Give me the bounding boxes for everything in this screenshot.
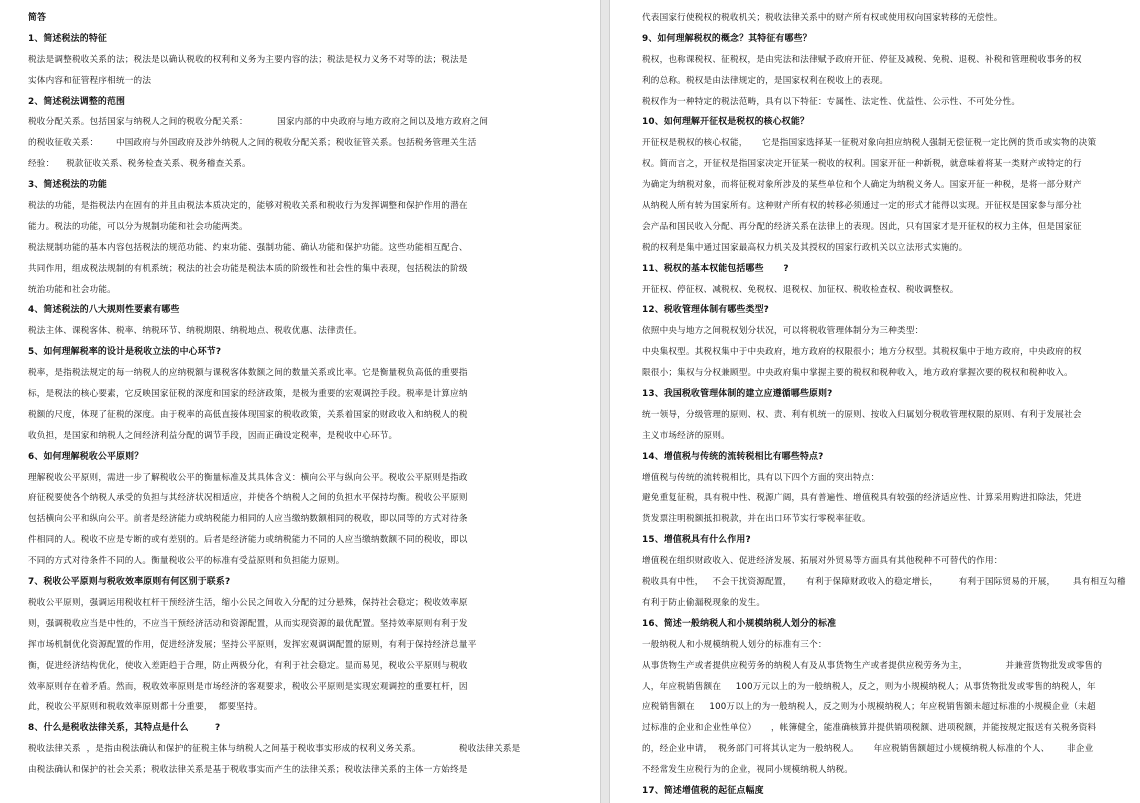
- text-line: 有利于防止偷漏税现象的发生。: [642, 597, 766, 608]
- text-line: 增值税与传统的流转税相比，具有以下四个方面的突出特点：: [642, 472, 880, 483]
- text-line: 增值税在组织财政收入、促进经济发展、拓展对外贸易等方面具有其他税种不可替代的作用：: [642, 556, 1003, 567]
- section-heading: 5、如何理解税率的设计是税收立法的中心环节?: [28, 347, 222, 358]
- text-line: 会产品和国民收入分配、再分配的经济关系在法律上的表现。因此，只有国家才是开征权的权力主体，但是国家征: [642, 221, 1082, 232]
- text-line: 税权作为一种特定的税法范畴，具有以下特征：专属性、法定性、优益性、公示性、不可处分性。: [642, 96, 1021, 107]
- section-heading: 4、简述税法的八大规则性要素有哪些: [28, 305, 180, 316]
- text-line: 经验： 税款征收关系、税务检查关系、税务稽查关系。: [28, 159, 251, 170]
- section-heading: 16、简述一般纳税人和小规模纳税人划分的标准: [642, 618, 837, 629]
- text-line: 府征税要使各个纳税人承受的负担与其经济状况相适应，并使各个纳税人之间的负担水平保持均衡。税收公平原则: [28, 493, 468, 504]
- section-heading: 3、简述税法的功能: [28, 180, 107, 191]
- text-line: 货发票注明税额抵扣税款，并在出口环节实行零税率征收。: [642, 514, 871, 525]
- section-heading: 简答: [28, 13, 47, 23]
- text-line: 税法是调整税收关系的法；税法是以确认税收的权利和义务为主要内容的法；税法是权力义务不对等的法；税法是: [28, 54, 468, 65]
- text-line: 税法的功能，是指税法内在固有的并且由税法本质决定的，能够对税收关系和税收行为发挥调整和保护作用的潜在: [28, 201, 468, 212]
- text-line: 件相同的人。税收不应是专断的或有差别的。后者是经济能力或纳税能力不同的人应当缴纳数额不同的税收，即以: [28, 535, 468, 546]
- text-line: 税收具有中性， 不会干扰资源配置， 有利于保障财政收入的稳定增长， 有利于国际贸易的开展， 具有相互勾稽: [642, 577, 1126, 588]
- text-line: 税额的尺度，体现了征税的深度。由于税率的高低直接体现国家的税收政策，关系着国家的财政收入和纳税人的税: [28, 409, 468, 420]
- left-text-column: [28, 8, 596, 781]
- text-line: 不同的方式对待条件不同的人。衡量税收公平的标准有受益原则和负担能力原则。: [28, 556, 345, 567]
- section-heading: 10、如何理解开征权是税权的核心权能？: [642, 117, 810, 128]
- section-heading: 2、简述税法调整的范围: [28, 96, 126, 107]
- text-line: 税收公平原则，强调运用税收杠杆干预经济生活，缩小公民之间收入分配的过分悬殊，保持社会稳定；税收效率原: [28, 597, 468, 608]
- section-heading: 9、如何理解税权的概念？其特征有哪些？: [642, 33, 812, 44]
- text-line: 包括横向公平和纵向公平。前者是经济能力或纳税能力相同的人应当缴纳数额相同的税收，即以同等的方式对待条: [28, 514, 468, 525]
- text-line: 衡，促进经济结构优化，使收入差距趋于合理，防止两极分化，有利于社会稳定。显而易见，税收公平原则与税收: [28, 660, 468, 671]
- text-line: 税率，是指税法规定的每一纳税人的应纳税额与课税客体数额之间的数量关系或比率。它是衡量税负高低的重要指: [28, 368, 468, 379]
- text-line: 税收分配关系。包括国家与纳税人之间的税收分配关系： 国家内部的中央政府与地方政府之间以及地方政府之间: [28, 117, 489, 128]
- section-heading: 8、什么是税收法律关系，其特点是什么 ?: [28, 723, 221, 734]
- text-line: 应税销售额在 100万以上的为一般纳税人，反之则为小规模纳税人；年应税销售额未超过标准的小规模企业（未超: [642, 702, 1096, 713]
- text-line: 挥市场机制优化资源配置的作用，促进经济发展；坚持公平原则，发挥宏观调调配置的原则，有利于保持经济总量平: [28, 639, 477, 650]
- text-line: 权。简而言之，开征权是指国家决定开征某一税收的权利。国家开征一种新税，就意味着将某一类财产或特定的行: [642, 159, 1082, 170]
- right-page: [610, 0, 1140, 803]
- text-line: 统治功能和社会功能。: [28, 284, 116, 295]
- text-line: 由税法确认和保护的社会关系；税收法律关系是基于税收事实而产生的法律关系；税收法律关系的主体一方始终是: [28, 765, 468, 776]
- text-line: 能力。税法的功能，可以分为规制功能和社会功能两类。: [28, 221, 248, 232]
- section-heading: 17、简述增值税的起征点幅度: [642, 785, 764, 796]
- text-line: 的，经企业申请， 税务部门可将其认定为一般纳税人。 年应税销售额超过小规模纳税人标准的个人、 非企业: [642, 744, 1094, 755]
- text-line: 限很小；集权与分权兼顾型。中央政府集中掌握主要的税权和税种收入，地方政府掌握次要的税权和税种收入。: [642, 368, 1073, 379]
- section-heading: 14、增值税与传统的流转税相比有哪些特点?: [642, 451, 824, 462]
- text-line: 则，强调税收应当是中性的，不应当干预经济活动和资源配置，从而实现资源的最优配置。坚持效率原则有利于发: [28, 618, 468, 629]
- text-line: 实体内容和征管程序相统一的法: [28, 75, 152, 86]
- section-heading: 12、税收管理体制有哪些类型?: [642, 305, 769, 316]
- text-line: 开征权是税权的核心权能， 它是指国家选择某一征税对象向担应纳税人强制无偿征税一定比例的货币或实物的决策: [642, 138, 1097, 149]
- text-line: 从纳税人所有转为国家所有。这种财产所有权的转移必须通过一定的形式才能得以实现。开征权是国家参与部分社: [642, 201, 1082, 212]
- text-line: 中央集权型。其税权集中于中央政府，地方政府的权限很小；地方分权型。其税权集中于地方政府，中央政府的权: [642, 347, 1082, 358]
- text-line: 过标准的企业和企业性单位） ，帐簿健全，能准确核算并提供销项税额、进项税额，并能按规定报送有关税务资料: [642, 723, 1097, 734]
- text-line: 代表国家行使税权的税收机关；税收法律关系中的财产所有权或使用权向国家转移的无偿性。: [642, 13, 1003, 23]
- text-line: 避免重复征税，具有税中性、税源广阔，具有普遍性、增值税具有较强的经济适应性、计算采用购进扣除法，凭进: [642, 493, 1082, 504]
- text-line: 依照中央与地方之间税权划分状况，可以将税收管理体制分为三种类型：: [642, 326, 924, 337]
- text-line: 税的权利是集中通过国家最高权力机关及其授权的国家行政机关以立法形式实施的。: [642, 242, 968, 253]
- section-heading: 15、增值税具有什么作用?: [642, 535, 751, 546]
- text-line: 共同作用，组成税法规制的有机系统；税法的社会功能是税法本质的阶级性和社会性的集中表现，包括税法的阶级: [28, 263, 468, 274]
- text-line: 税权，也称课税权、征税权，是由宪法和法律赋予政府开征、停征及减税、免税、退税、补税和管理税收事务的权: [642, 54, 1082, 65]
- text-line: 此，税收公平原则和税收效率原则都十分重要， 都要坚持。: [28, 702, 263, 713]
- text-line: 不经常发生应税行为的企业，视同小规模纳税人纳税。: [642, 765, 854, 776]
- text-line: 效率原则存在着矛盾。然而，税收效率原则是市场经济的客观要求，税收公平原则是实现宏观调控的重要杠杆，因: [28, 681, 468, 692]
- text-line: 标，是税法的核心要素，它反映国家征税的深度和国家的经济政策，是极为重要的宏观调控手段。税率是计算应纳: [28, 389, 468, 400]
- text-line: 主义市场经济的原则。: [642, 430, 730, 441]
- text-line: 的税收征收关系： 中国政府与外国政府及涉外纳税人之间的税收分配关系；税收征管关系。包括税务管理关生活: [28, 138, 477, 149]
- page-divider: [600, 0, 610, 803]
- text-line: 开征权、停征权、减税权、免税权、退税权、加征权、税收检查权、税收调整权。: [642, 284, 959, 295]
- text-line: 税法规制功能的基本内容包括税法的规范功能、约束功能、强制功能、确认功能和保护功能。这些功能相互配合、: [28, 242, 468, 253]
- right-text-column: [642, 8, 1140, 802]
- section-heading: 7、税收公平原则与税收效率原则有何区别于联系?: [28, 577, 231, 588]
- section-heading: 6、如何理解税收公平原则？: [28, 451, 144, 462]
- text-line: 为确定为纳税对象，而将征税对象所涉及的某些单位和个人确定为纳税义务人。国家开征一种税，是将一部分财产: [642, 180, 1082, 191]
- text-line: 理解税收公平原则，需进一步了解税收公平的衡量标准及其具体含义：横向公平与纵向公平。税收公平原则是指政: [28, 472, 468, 483]
- text-line: 从事货物生产或者提供应税劳务的纳税人有及从事货物生产或者提供应税劳务为主， 并兼营货物批发或零售的: [642, 660, 1103, 671]
- text-line: 一般纳税人和小规模纳税人划分的标准有三个：: [642, 639, 827, 650]
- text-line: 人，年应税销售额在 100万元以上的为一般纳税人，反之，则为小规模纳税人；从事货物批发或零售的纳税人，年: [642, 681, 1096, 692]
- text-line: 统一领导，分级管理的原则、权、责、利有机统一的原则、按收入归属划分税收管理权限的原则、有利于发展社会: [642, 409, 1082, 420]
- text-line: 税收法律关系 ，是指由税法确认和保护的征税主体与纳税人之间基于税收事实形成的权利义务关系。 税收法律关系是: [28, 744, 521, 755]
- section-heading: 1、简述税法的特征: [28, 33, 107, 44]
- text-line: 利的总称。税权是由法律规定的，是国家权利在税收上的表现。: [642, 75, 889, 86]
- text-line: 税法主体、课税客体、税率、纳税环节、纳税期限、纳税地点、税收优惠、法律责任。: [28, 326, 363, 337]
- section-heading: 11、税权的基本权能包括哪些 ?: [642, 263, 789, 274]
- section-heading: 13、我国税收管理体制的建立应遵循哪些原则?: [642, 389, 833, 400]
- text-line: 收负担，是国家和纳税人之间经济利益分配的调节手段，因而正确设定税率，是税收中心环节。: [28, 430, 398, 441]
